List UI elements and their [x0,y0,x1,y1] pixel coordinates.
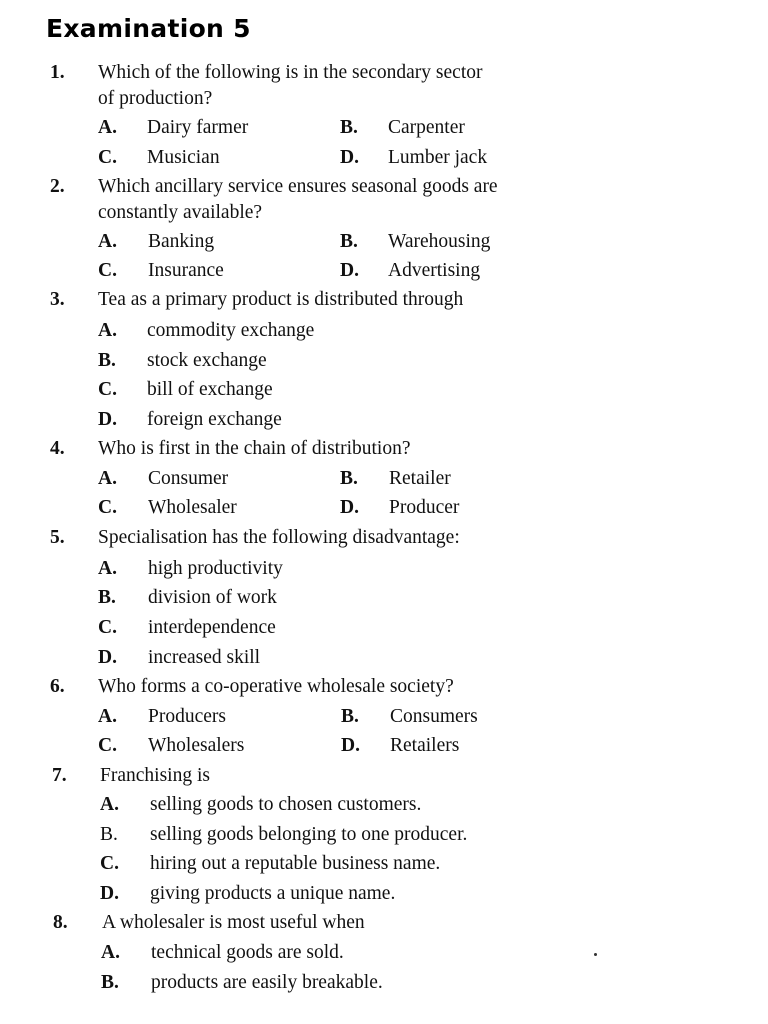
option-text: Producers [148,706,226,727]
question-number: 6. [50,676,65,697]
option-letter: B. [340,468,358,489]
option-letter: C. [98,147,117,168]
option-text: Advertising [388,260,481,281]
question-text: A wholesaler is most useful when [102,912,365,933]
option-letter: B. [340,231,358,252]
option-text: commodity exchange [147,320,315,341]
option-letter: C. [98,735,117,756]
question-text: Who forms a co-operative wholesale society? [98,676,454,697]
option-letter: A. [98,706,117,727]
option-letter: A. [98,468,117,489]
option-letter: D. [340,147,359,168]
question-number: 8. [53,912,68,933]
scan-speck [594,953,597,956]
option-text: Retailers [390,735,460,756]
option-text: stock exchange [147,350,267,371]
option-text: Producer [389,497,460,518]
option-text: bill of exchange [147,379,273,400]
option-letter: B. [98,587,116,608]
option-letter: D. [100,883,119,904]
option-text: giving products a unique name. [150,883,396,904]
option-text: Dairy farmer [147,117,249,138]
option-letter: D. [340,260,359,281]
question-number: 2. [50,176,65,197]
page-title: Examination 5 [46,14,251,43]
option-letter: A. [98,558,117,579]
option-letter: D. [340,497,359,518]
option-text: Wholesaler [148,497,237,518]
question-text: Franchising is [100,765,210,786]
option-letter: C. [98,497,117,518]
option-text: Banking [148,231,215,252]
question-number: 3. [50,289,65,310]
option-text: selling goods to chosen customers. [150,794,422,815]
option-letter: B. [100,824,118,845]
option-text: products are easily breakable. [151,972,383,993]
option-letter: C. [98,260,117,281]
option-text: Musician [147,147,220,168]
option-text: division of work [148,587,277,608]
option-letter: C. [98,617,117,638]
question-number: 1. [50,62,65,83]
question-number: 7. [52,765,67,786]
question-number: 4. [50,438,65,459]
question-text-continued: of production? [98,88,213,109]
option-letter: C. [100,853,119,874]
option-letter: B. [98,350,116,371]
option-text: Wholesalers [148,735,245,756]
option-letter: A. [98,231,117,252]
option-text: Retailer [389,468,451,489]
option-letter: D. [98,409,117,430]
option-letter: A. [98,320,117,341]
option-text: Insurance [148,260,224,281]
question-text: Who is first in the chain of distribution? [98,438,411,459]
option-text: Consumer [148,468,229,489]
option-letter: B. [101,972,119,993]
option-letter: C. [98,379,117,400]
option-letter: A. [100,794,119,815]
option-text: Consumers [390,706,478,727]
option-text: foreign exchange [147,409,282,430]
option-letter: B. [341,706,359,727]
option-text: technical goods are sold. [151,942,344,963]
question-number: 5. [50,527,65,548]
question-text-continued: constantly available? [98,202,263,223]
option-text: Warehousing [388,231,491,252]
question-text: Specialisation has the following disadvantage: [98,527,460,548]
question-text: Tea as a primary product is distributed through [98,289,464,310]
question-text: Which of the following is in the secondary sector [98,62,483,83]
option-text: Lumber jack [388,147,488,168]
option-text: Carpenter [388,117,465,138]
option-letter: B. [340,117,358,138]
option-text: hiring out a reputable business name. [150,853,441,874]
option-text: selling goods belonging to one producer. [150,824,468,845]
question-text: Which ancillary service ensures seasonal goods are [98,176,498,197]
option-letter: D. [341,735,360,756]
option-letter: A. [98,117,117,138]
option-text: increased skill [148,647,261,668]
option-letter: D. [98,647,117,668]
option-text: high productivity [148,558,283,579]
option-letter: A. [101,942,120,963]
option-text: interdependence [148,617,276,638]
